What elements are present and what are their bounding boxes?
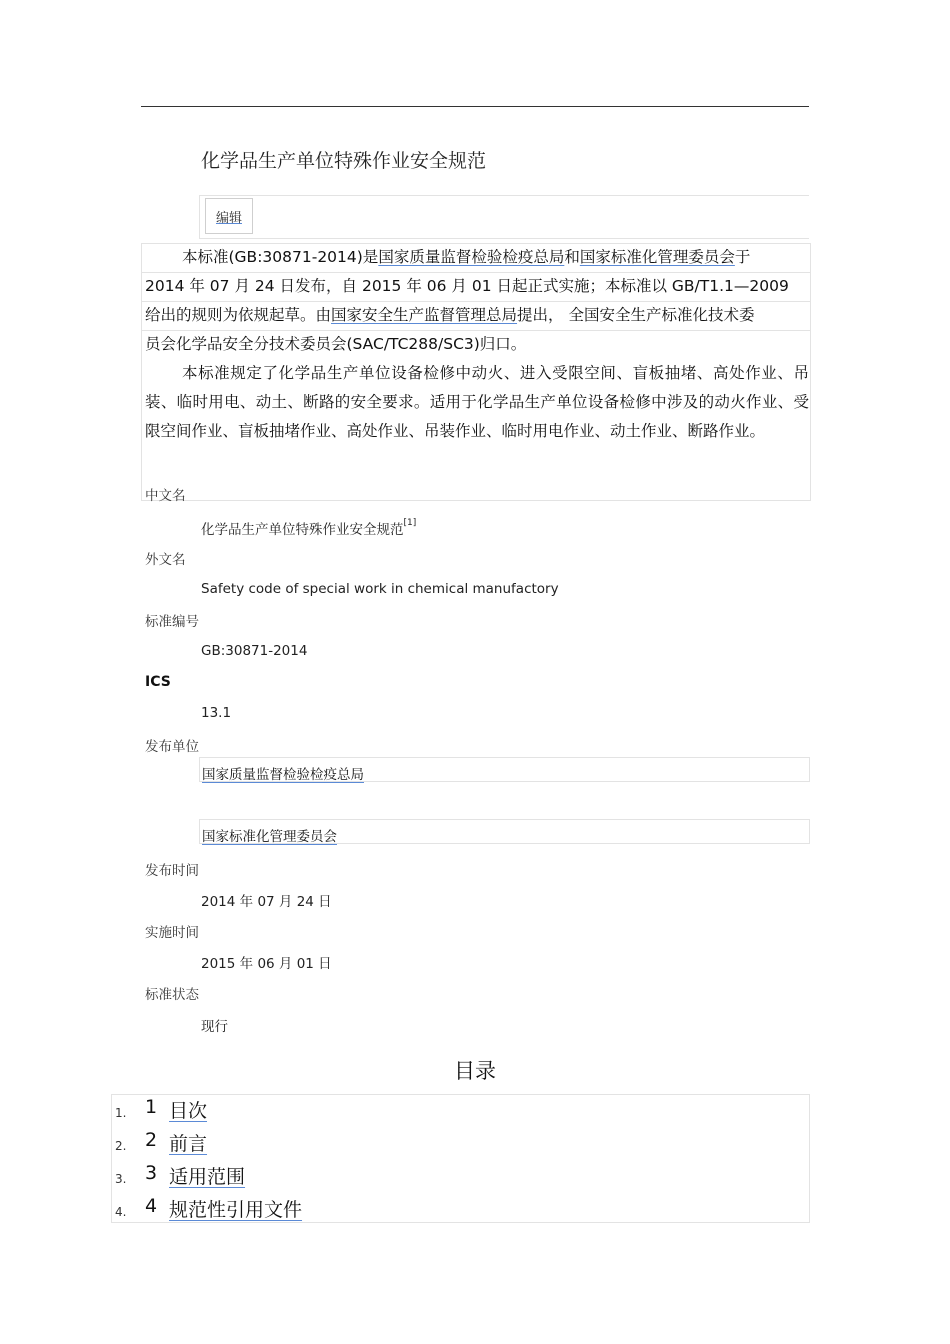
toc-item-number: 2.: [115, 1139, 127, 1153]
toc-item-section: 4: [145, 1195, 158, 1217]
intro-line-2: [142, 272, 810, 300]
toc-item-number: 3.: [115, 1172, 127, 1186]
toc-item-section: 2: [145, 1129, 158, 1151]
edit-bar: [199, 195, 809, 239]
toc-item-section: 3: [145, 1162, 158, 1184]
toc-item-number: 1.: [115, 1106, 127, 1120]
status-value: 现行: [201, 1019, 228, 1035]
reference-link[interactable]: [1]: [403, 518, 417, 528]
toc-link-foreword[interactable]: 前言: [169, 1133, 208, 1155]
link-aqsiq[interactable]: 国家质量监督检验检疫总局: [378, 248, 565, 266]
intro-text: 和: [564, 248, 580, 266]
issue-date-label: 发布时间: [145, 863, 199, 879]
impl-date-label: 实施时间: [145, 925, 199, 941]
issuer-2-box: [199, 819, 810, 844]
toc-title: 目录: [454, 1059, 496, 1083]
issuer-2-link[interactable]: 国家标准化管理委员会: [202, 829, 337, 845]
en-name-label: 外文名: [145, 552, 186, 568]
link-sac[interactable]: 国家标准化管理委员会: [579, 248, 735, 266]
std-no-value: GB:30871-2014: [201, 643, 308, 659]
toc-list: [111, 1094, 810, 1223]
ics-label: ICS: [145, 674, 171, 690]
link-safety-admin[interactable]: 国家安全生产监督管理总局: [331, 306, 518, 324]
cn-name-value: [201, 518, 416, 538]
en-name-value: Safety code of special work in chemical manufactory: [201, 581, 559, 597]
edit-button[interactable]: 编辑: [205, 198, 253, 234]
intro-line-3: [142, 301, 810, 329]
intro-text: 2014 年 07 月 24 日发布，自 2015 年 06 月 01 日起正式实施；本标准以 GB/T1.1—2009: [145, 277, 789, 295]
scope-paragraph: [142, 359, 809, 446]
intro-text: 员会化学品安全分技术委员会(SAC/TC288/SC3)归口。: [145, 335, 527, 353]
intro-text: 本标准(GB:30871-2014)是: [182, 248, 379, 266]
intro-section: [141, 243, 811, 504]
intro-line-1: [142, 243, 810, 271]
intro-text: 给出的规则为依规起草。由: [145, 306, 332, 324]
top-divider: [141, 106, 809, 107]
intro-line-4: [142, 330, 810, 358]
toc-link-contents[interactable]: 目次: [169, 1100, 208, 1122]
std-no-label: 标准编号: [145, 614, 199, 630]
toc-link-normative-refs[interactable]: 规范性引用文件: [169, 1199, 303, 1221]
ics-value: 13.1: [201, 705, 232, 721]
issue-date-value: 2014 年 07 月 24 日: [201, 894, 332, 910]
issuer-1-box: [199, 757, 810, 782]
issuer-1-link[interactable]: 国家质量监督检验检疫总局: [202, 767, 364, 783]
intro-text: 于: [734, 248, 751, 266]
scope-text: 本标准规定了化学品生产单位设备检修中动火、进入受限空间、盲板抽堵、高处作业、吊装、临时用电、动土、断路的安全要求。适用于化学品生产单位设备检修中涉及的动火作业、受限空间作业、盲板抽堵作业、高处作业、吊装作业、临时用电作业、动土作业、断路作业。: [145, 364, 809, 440]
issuer-label: 发布单位: [145, 739, 199, 755]
status-label: 标准状态: [145, 987, 199, 1003]
intro-text: 提出， 全国安全生产标准化技术委: [517, 306, 755, 324]
cn-name-label: 中文名: [145, 488, 186, 504]
page-title: 化学品生产单位特殊作业安全规范: [201, 150, 487, 172]
toc-item-section: 1: [145, 1096, 158, 1118]
toc-item-number: 4.: [115, 1205, 127, 1219]
impl-date-value: 2015 年 06 月 01 日: [201, 956, 332, 972]
toc-link-scope[interactable]: 适用范围: [169, 1166, 246, 1188]
cn-name-text: 化学品生产单位特殊作业安全规范: [201, 522, 404, 538]
